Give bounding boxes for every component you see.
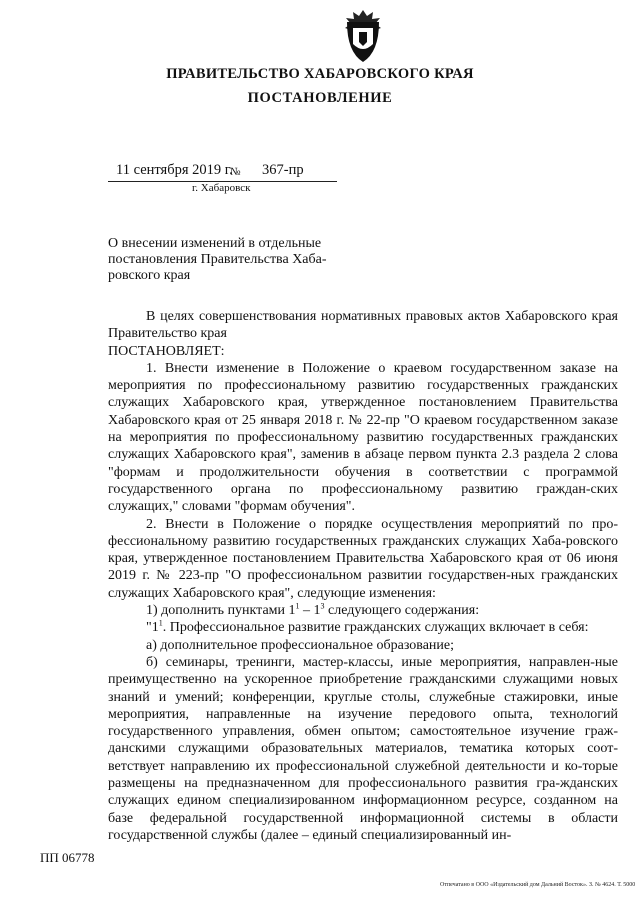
paragraph-4 bbox=[108, 619, 618, 636]
paragraph-3-sup-2: 3 bbox=[320, 601, 325, 611]
paragraph-3-text-b: – 1 bbox=[299, 603, 321, 619]
document-code: ПП 06778 bbox=[40, 850, 95, 865]
paragraph-3-text-a: 1) дополнить пунктами 1 bbox=[146, 603, 296, 619]
government-title: ПРАВИТЕЛЬСТВО ХАБАРОВСКОГО КРАЯ bbox=[166, 66, 474, 82]
document-date: 11 сентября 2019 г. bbox=[116, 162, 233, 178]
paragraph-4-text-b: . Профессиональное развитие гражданских служащих включает в себя: bbox=[162, 620, 589, 636]
document-subject: О внесении изменений в отдельные постановления Правительства Хаба-ровского края bbox=[108, 236, 327, 283]
paragraph-5: а) дополнительное профессиональное образование; bbox=[146, 637, 454, 653]
printer-imprint: Отпечатано в ООО «Издательский дом Дальний Восток». З. № 4624. Т. 5000 bbox=[440, 882, 636, 888]
document-city: г. Хабаровск bbox=[192, 182, 251, 194]
coat-of-arms-icon bbox=[337, 8, 389, 64]
paragraph-2: 2. Внести в Положение о порядке осуществления мероприятий по про-фессиональному развитию государственных гражданских служащих Хаба-ровского края, утвержденное постановлением Правительства Хабаровского края от 06 июня 2019 г. № 223-пр "О профессиональном развитии государствен-ных гражданских служащих Хабаровского края", следующие изменения: bbox=[108, 516, 618, 601]
paragraph-3-sup-1: 1 bbox=[295, 601, 300, 611]
document-number: 367-пр bbox=[262, 162, 304, 178]
document-body bbox=[108, 308, 618, 844]
paragraph-6: б) семинары, тренинги, мастер-классы, иные мероприятия, направлен-ные преимущественно на ускоренное приобретение гражданскими служащими новых знаний и умений; конференции, круглые столы, служебные стажировки, иные мероприятия, направленные на изучение передового опыта, технологий государственного управления, обмен опытом; самостоятельное изучение граж-данскими служащими образовательных материалов, тематика которых соот-ветствует направлению их профессиональной служебной деятельности и ко-торые размещены на предназначенном для профессионального развития гра-жданских служащих едином специализированном информационном ресурсе, созданном на базе федеральной государственной информационной системы в области государственной службы (далее – единый специализированный ин- bbox=[108, 654, 618, 843]
paragraph-4-sup: 1 bbox=[158, 618, 163, 628]
intro-paragraph: В целях совершенствования нормативных правовых актов Хабаровского края Правительство края bbox=[108, 309, 618, 342]
decree-word: ПОСТАНОВЛЯЕТ: bbox=[108, 343, 225, 359]
paragraph-4-text-a: "1 bbox=[146, 620, 159, 636]
number-label: № bbox=[230, 166, 241, 178]
paragraph-3 bbox=[108, 602, 618, 619]
paragraph-1: 1. Внести изменение в Положение о краевом государственном заказе на мероприятия по профессиональному развитию государственных гражданских служащих Хабаровского края, утвержденное постановлением Правительства Хабаровского края от 25 января 2018 г. № 22-пр "О краевом государственном заказе на мероприятия по профессиональному развитию государственных гражданских служащих Хабаровского края", заменив в абзаце первом пункта 2.3 раздела 2 слова "формам и продолжительности обучения в соответствии с программой государственного органа по профессиональному развитию граждан-ских служащих," словами "формам обучения". bbox=[108, 360, 618, 515]
paragraph-3-text-c: следующего содержания: bbox=[324, 603, 480, 619]
document-type: ПОСТАНОВЛЕНИЕ bbox=[247, 90, 393, 106]
